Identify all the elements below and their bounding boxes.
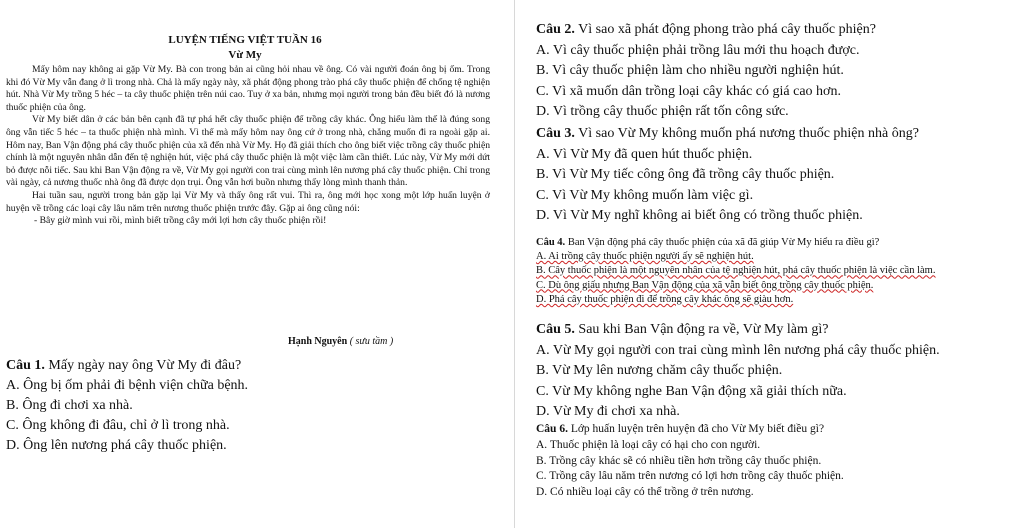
passage-paragraph: Vừ My biết dân ở các bản bên cạnh đã tự phá hết cây thuốc phiện để trồng cây khác. Ông hiểu làm thế là đúng song ông vẫn tiếc 5 héc – ta thuốc phiện nhà mình. Vì thế mà mấy hôm nay ông cứ ở trong nhà, chẳng muốn đi ra ngoài gặp ai. Hôm nay, Ban Vận động phá cây thuốc phiện của xã đến nhà Vừ My. Họ đã giải thích cho ông biết việc trồng cây thuốc phiện chính là một nguyên nhân dẫn đến tệ nghiện hút, việc phá cây thuốc phiện là một việc làm cần thiết. Lúc này, Vừ My mới dứt bỏ được nỗi tiếc. Sau khi Ban Vận động ra về, Vừ My gọi người con trai cùng mình lên nương phá cây thuốc phiện. Chỉ trong vài ngày, cả nương thuốc nhà ông đã được dọn trụi. Ông vẫn hơi buồn nhưng thấy lòng mình thanh thản.: [6, 114, 490, 189]
question-4-prompt: [536, 236, 935, 250]
author-line: [288, 336, 393, 347]
question-5-text: Sau khi Ban Vận động ra về, Vừ My làm gì?: [574, 322, 829, 337]
left-page: [0, 0, 510, 528]
question-4-heading: Câu 4.: [536, 237, 566, 248]
question-3-option-b[interactable]: B. Vì Vừ My tiếc công ông đã trồng cây thuốc phiện.: [536, 167, 835, 182]
question-2-text: Vì sao xã phát động phong trào phá cây thuốc phiện?: [574, 22, 876, 37]
question-1-heading: Câu 1.: [6, 358, 45, 373]
question-5-option-a[interactable]: A. Vừ My gọi người con trai cùng mình lên nương phá cây thuốc phiện.: [536, 342, 940, 358]
question-1-text: Mấy ngày nay ông Vừ My đi đâu?: [44, 358, 242, 373]
question-3: [536, 124, 919, 227]
question-2-option-a[interactable]: A. Vì cây thuốc phiện phải trồng lâu mới thu hoạch được.: [536, 42, 860, 58]
question-4-option-c[interactable]: C. Dù ông giấu nhưng Ban Vận động của xã vẫn biết ông trồng cây thuốc phiện.: [536, 279, 874, 291]
question-5-option-d[interactable]: D. Vừ My đi chơi xa nhà.: [536, 404, 680, 419]
question-5-prompt: [536, 320, 940, 341]
worksheet-title: LUYỆN TIẾNG VIỆT TUẦN 16: [168, 34, 322, 46]
question-5: [536, 320, 940, 423]
question-3-text: Vì sao Vừ My không muốn phá nương thuốc phiện nhà ông?: [574, 126, 919, 141]
question-2: [536, 20, 876, 123]
story-title: Vừ My: [228, 49, 262, 61]
question-4-text: Ban Vận động phá cây thuốc phiện của xã đã giúp Vừ My hiểu ra điều gì?: [565, 237, 880, 248]
question-1-option-b[interactable]: B. Ông đi chơi xa nhà.: [6, 398, 133, 413]
question-1-option-c[interactable]: C. Ông không đi đâu, chỉ ở lì trong nhà.: [6, 418, 230, 433]
question-2-heading: Câu 2.: [536, 22, 575, 37]
passage-dialog: - Bây giờ mình vui rồi, mình biết trồng cây mới lợi hơn cây thuốc phiện rồi!: [34, 215, 327, 227]
question-6-option-a[interactable]: A. Thuốc phiện là loại cây có hại cho con người.: [536, 438, 761, 451]
question-6-option-d[interactable]: D. Có nhiều loại cây có thể trồng ở trên nương.: [536, 486, 754, 499]
question-6-option-b[interactable]: B. Trồng cây khác sẽ có nhiều tiền hơn trồng cây thuốc phiện.: [536, 454, 822, 467]
question-5-heading: Câu 5.: [536, 322, 575, 337]
question-5-option-b[interactable]: B. Vừ My lên nương chăm cây thuốc phiện.: [536, 363, 783, 378]
question-2-prompt: [536, 20, 876, 41]
question-6: [536, 422, 844, 501]
passage-paragraph: Mấy hôm nay không ai gặp Vừ My. Bà con trong bản ai cũng hỏi nhau về ông. Có vài người đoán ông bị ốm. Trong khi đó Vừ My vẫn đang ở lì trong nhà. Chả là mấy ngày này, xã phát động phong trào phá cây thuốc phiện để chống tệ nghiện hút. Nhà Vừ My trồng 5 héc – ta cây thuốc phiện trên núi cao. Tuy ở xa bản, nhưng mọi người trong bản đều biết đó là nương thuốc phiện của ông.: [6, 64, 490, 113]
question-4-option-d[interactable]: D. Phá cây thuốc phiện đi để trồng cây khác ông sẽ giàu hơn.: [536, 293, 794, 305]
question-3-prompt: [536, 124, 919, 145]
reading-passage: [6, 64, 490, 228]
question-6-heading: Câu 6.: [536, 423, 568, 435]
page-divider: [514, 0, 515, 528]
question-1: [6, 356, 248, 456]
question-1-option-d[interactable]: D. Ông lên nương phá cây thuốc phiện.: [6, 438, 227, 453]
question-1-option-a[interactable]: A. Ông bị ốm phải đi bệnh viện chữa bệnh.: [6, 378, 249, 393]
question-2-option-d[interactable]: D. Vì trồng cây thuốc phiện rất tốn công sức.: [536, 104, 789, 119]
right-page: [520, 0, 1024, 528]
question-1-prompt: [6, 356, 248, 376]
question-4-option-b[interactable]: B. Cây thuốc phiện là một nguyên nhân của tệ nghiện hút, phá cây thuốc phiện là việc cần làm.: [536, 265, 936, 277]
question-6-text: Lớp huấn luyện trên huyện đã cho Vừ My biết điều gì?: [567, 423, 825, 435]
passage-paragraph: Hai tuần sau, người trong bản gặp lại Vừ My và thấy ông rất vui. Thì ra, ông mới học xong một lớp huấn luyện ở huyện về trồng các loại cây lâu năm trên nương thuốc phiện trước đây. Gặp ai ông cũng nói:: [6, 189, 490, 214]
question-5-option-c[interactable]: C. Vừ My không nghe Ban Vận động xã giải thích nữa.: [536, 383, 847, 399]
question-4: [536, 236, 935, 307]
question-3-option-a[interactable]: A. Vì Vừ My đã quen hút thuốc phiện.: [536, 146, 753, 162]
author-note: ( sưu tầm ): [349, 336, 394, 347]
question-3-option-d[interactable]: D. Vì Vừ My nghĩ không ai biết ông có trồng thuốc phiện.: [536, 208, 863, 223]
author-name: Hạnh Nguyên: [288, 336, 348, 347]
question-6-prompt: [536, 422, 844, 438]
question-4-option-a[interactable]: A. Ai trồng cây thuốc phiện người ấy sẽ nghiện hút.: [536, 251, 754, 263]
question-2-option-c[interactable]: C. Vì xã muốn dân trồng loại cây khác có giá cao hơn.: [536, 83, 841, 99]
question-3-heading: Câu 3.: [536, 126, 575, 141]
question-3-option-c[interactable]: C. Vì Vừ My không muốn làm việc gì.: [536, 187, 754, 203]
question-6-option-c[interactable]: C. Trồng cây lâu năm trên nương có lợi hơn trồng cây thuốc phiện.: [536, 470, 844, 483]
question-2-option-b[interactable]: B. Vì cây thuốc phiện làm cho nhiều người nghiện hút.: [536, 63, 844, 78]
